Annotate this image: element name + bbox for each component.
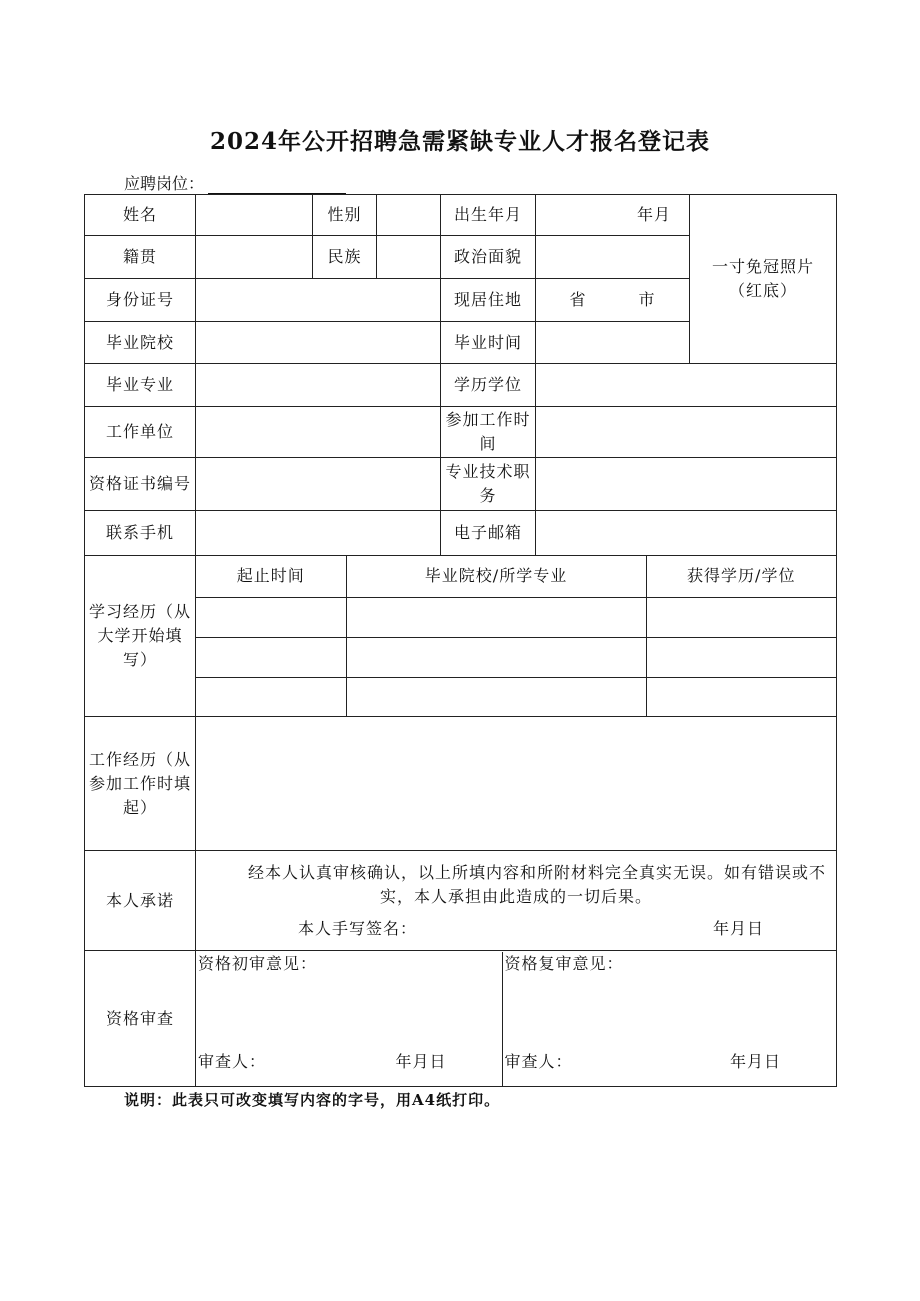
name-label: 姓名	[85, 195, 196, 236]
post-field	[124, 171, 346, 194]
photo-note: （红底）	[728, 281, 797, 300]
phone-field[interactable]	[196, 511, 441, 556]
phone-label: 联系手机	[85, 511, 196, 556]
study-row-3-period[interactable]	[196, 677, 346, 716]
study-row-2-school[interactable]	[346, 637, 646, 677]
study-row-2-period[interactable]	[196, 637, 346, 677]
study-col-degree: 获得学历/学位	[646, 556, 836, 597]
work-start-field[interactable]	[536, 407, 837, 458]
email-field[interactable]	[536, 511, 837, 556]
residence-field[interactable]	[536, 279, 690, 322]
title-pro-label: 专业技术职务	[441, 458, 536, 511]
study-row-3-degree[interactable]	[646, 677, 836, 716]
gender-label: 性别	[313, 195, 377, 236]
study-row-1-school[interactable]	[346, 597, 646, 637]
post-label: 应聘岗位：	[124, 174, 205, 193]
photo-box[interactable]	[690, 195, 837, 364]
work-start-label: 参加工作时间	[441, 407, 536, 458]
study-row-1-degree[interactable]	[646, 597, 836, 637]
study-table	[196, 556, 836, 716]
school-label: 毕业院校	[85, 322, 196, 364]
review2-date: 年月日	[729, 1051, 781, 1071]
signature-label: 本人手写签名：	[298, 918, 418, 938]
city-label: 市	[638, 290, 656, 309]
study-col-period: 起止时间	[196, 556, 346, 597]
grad-time-field[interactable]	[536, 322, 690, 364]
study-col-school: 毕业院校/所学专业	[346, 556, 646, 597]
birth-year-month: 年月	[636, 205, 671, 224]
employer-label: 工作单位	[85, 407, 196, 458]
cert-no-field[interactable]	[196, 458, 441, 511]
review2-cell[interactable]	[502, 952, 836, 1086]
ethnic-label: 民族	[313, 236, 377, 279]
residence-label: 现居住地	[441, 279, 536, 322]
email-label: 电子邮箱	[441, 511, 536, 556]
footer-note: 说明：此表只可改变填写内容的字号，用A4纸打印。	[124, 1091, 501, 1109]
registration-form	[84, 194, 837, 1087]
native-label: 籍贯	[85, 236, 196, 279]
study-label: 学习经历（从大学开始填写）	[85, 556, 196, 717]
page-title: 2024年公开招聘急需紧缺专业人才报名登记表	[209, 128, 710, 155]
degree-field[interactable]	[536, 364, 837, 407]
review2-sign-row	[505, 1050, 782, 1074]
review-table	[196, 952, 836, 1086]
review1-label: 资格初审意见：	[198, 953, 318, 973]
id-card-label: 身份证号	[85, 279, 196, 322]
study-row-2-degree[interactable]	[646, 637, 836, 677]
gender-field[interactable]	[377, 195, 441, 236]
work-label: 工作经历（从参加工作时填起）	[85, 717, 196, 851]
employer-field[interactable]	[196, 407, 441, 458]
grad-time-label: 毕业时间	[441, 322, 536, 364]
study-row-1-period[interactable]	[196, 597, 346, 637]
study-row-3-school[interactable]	[346, 677, 646, 716]
birth-label: 出生年月	[441, 195, 536, 236]
review-label: 资格审查	[85, 951, 196, 1087]
study-cell	[196, 556, 837, 717]
pledge-cell	[196, 851, 837, 951]
post-input-line[interactable]	[208, 177, 346, 194]
signature-row	[198, 909, 834, 941]
political-field[interactable]	[536, 236, 690, 279]
signature-date: 年月日	[712, 918, 764, 938]
major-label: 毕业专业	[85, 364, 196, 407]
political-label: 政治面貌	[441, 236, 536, 279]
birth-field[interactable]	[536, 195, 690, 236]
ethnic-field[interactable]	[377, 236, 441, 279]
province-label: 省	[569, 290, 587, 309]
pledge-label: 本人承诺	[85, 851, 196, 951]
major-field[interactable]	[196, 364, 441, 407]
review-cell	[196, 951, 837, 1087]
title-pro-field[interactable]	[536, 458, 837, 511]
pledge-text: 经本人认真审核确认，以上所填内容和所附材料完全真实无误。如有错误或不实，本人承担由此造成的一切后果。	[247, 862, 826, 906]
work-field[interactable]	[196, 717, 837, 851]
photo-label: 一寸免冠照片	[711, 257, 814, 276]
review1-date: 年月日	[395, 1051, 447, 1071]
review1-sign-row	[198, 1050, 447, 1074]
review1-cell[interactable]	[196, 952, 502, 1086]
cert-no-label: 资格证书编号	[85, 458, 196, 511]
review1-reviewer: 审查人：	[198, 1051, 267, 1071]
review2-reviewer: 审查人：	[504, 1051, 573, 1071]
school-field[interactable]	[196, 322, 441, 364]
id-card-field[interactable]	[196, 279, 441, 322]
name-field[interactable]	[196, 195, 313, 236]
review2-label: 资格复审意见：	[504, 953, 624, 973]
native-field[interactable]	[196, 236, 313, 279]
degree-label: 学历学位	[441, 364, 536, 407]
